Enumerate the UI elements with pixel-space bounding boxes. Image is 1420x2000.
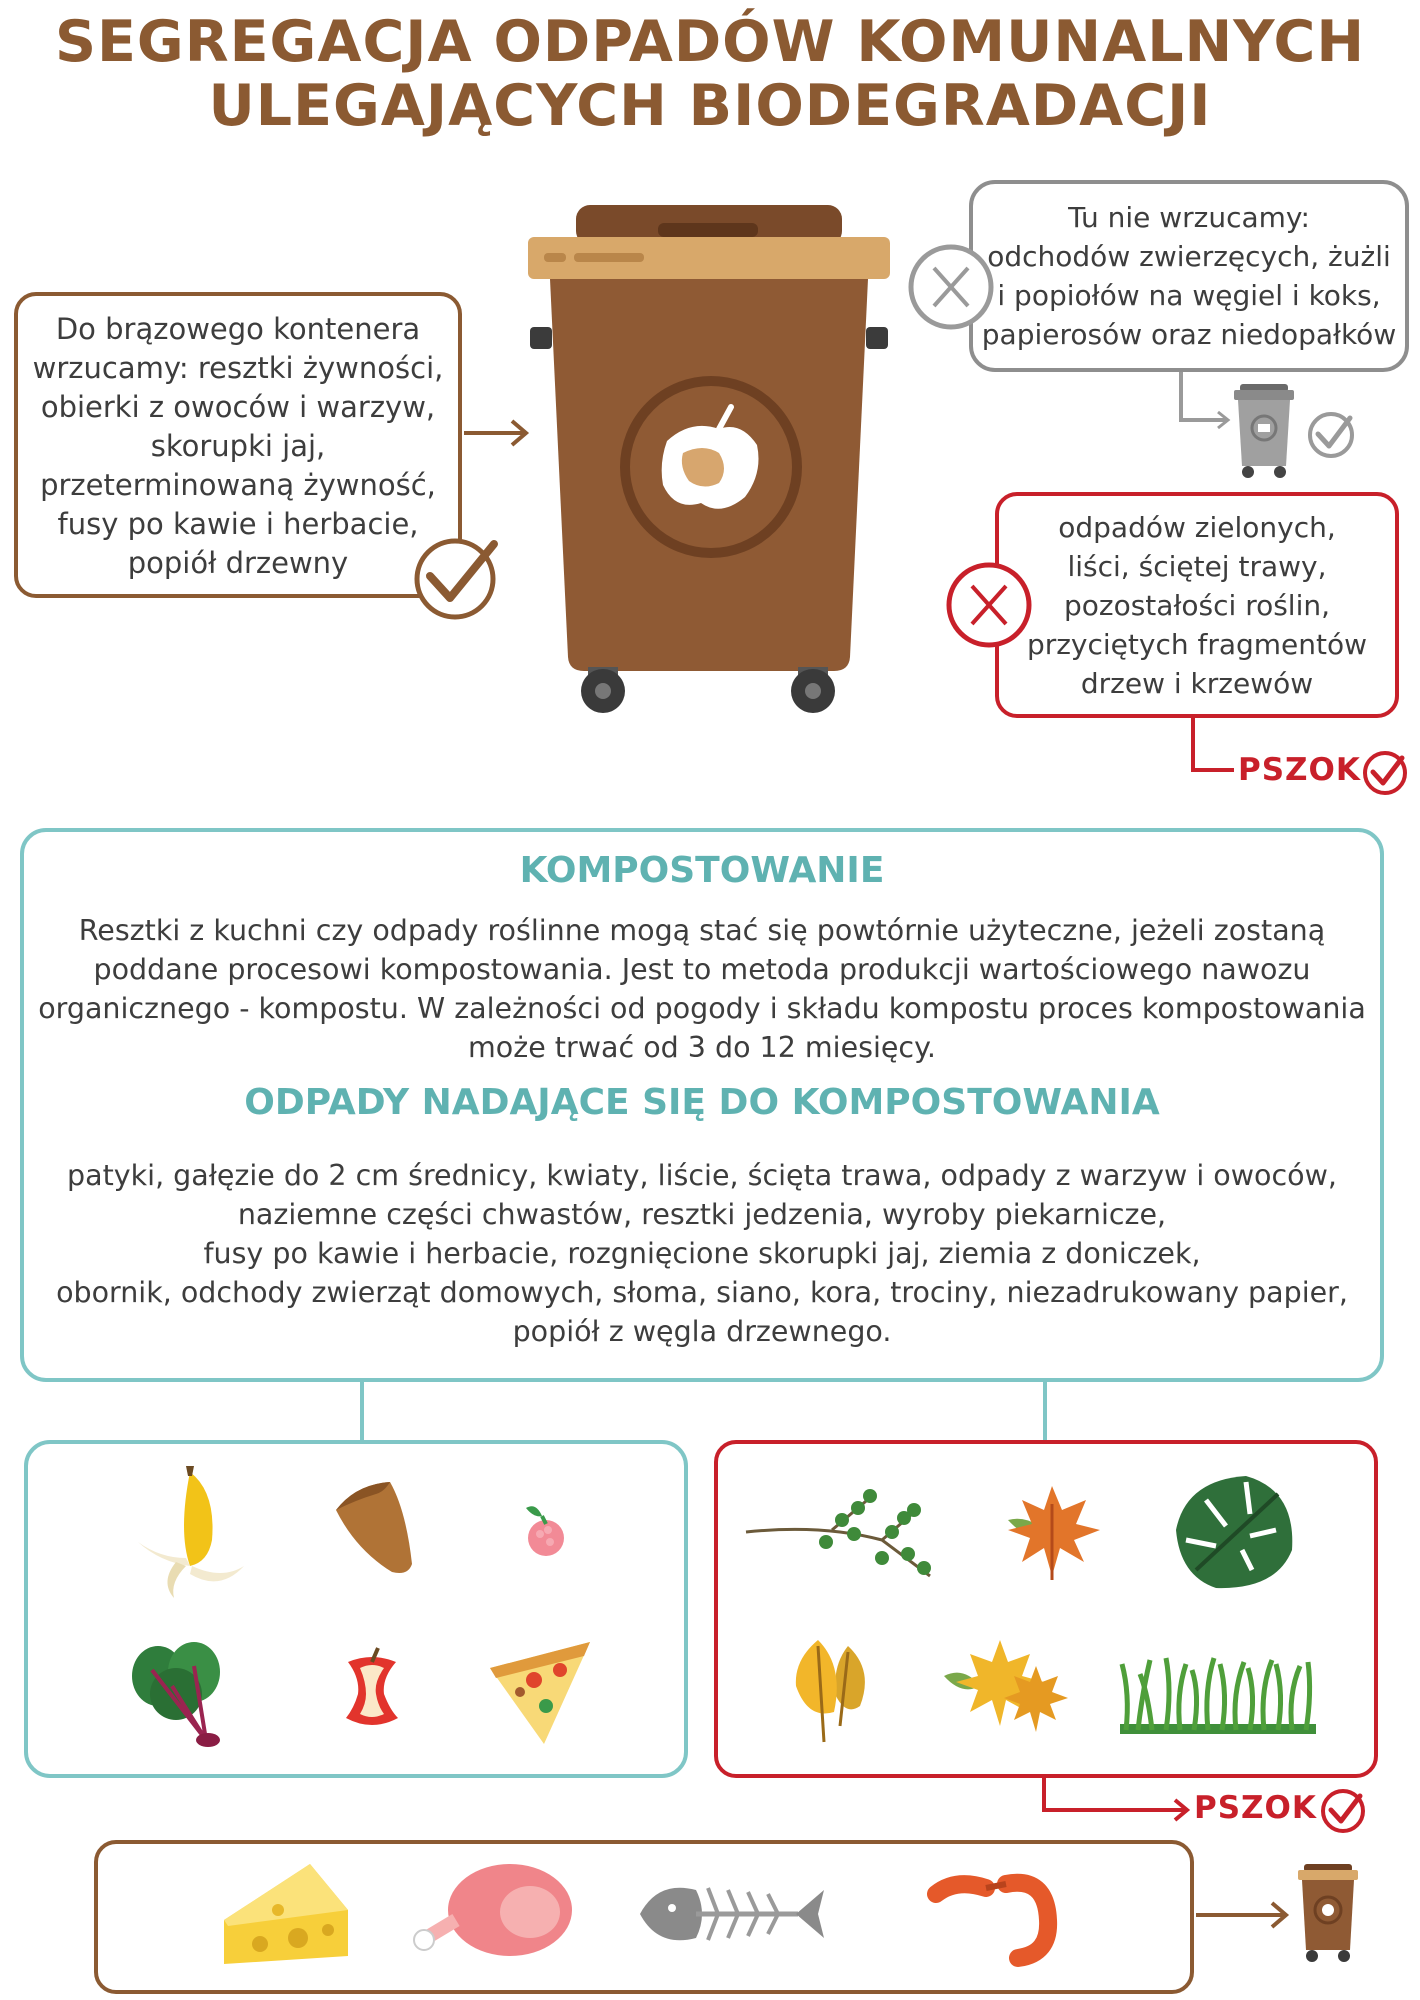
gray-mixed-bin-icon xyxy=(1232,384,1296,480)
green-waste-line: drzew i krzewów xyxy=(1080,667,1314,700)
green-waste-box xyxy=(995,492,1399,718)
title-line-2: ULEGAJĄCYCH BIODEGRADACJI xyxy=(208,73,1212,139)
green-waste-line: pozostałości roślin, xyxy=(1063,589,1331,622)
green-waste-line: przyciętych fragmentów xyxy=(1026,628,1368,661)
composting-line: organicznego - kompostu. W zależności od pogody i składu kompostu proces kompostowania xyxy=(38,992,1366,1025)
pszok-label-bottom: PSZOK xyxy=(1194,1790,1317,1826)
brown-bio-bin-icon xyxy=(528,205,890,715)
bread-icon xyxy=(326,1480,422,1580)
pszok-label-top: PSZOK xyxy=(1238,752,1361,788)
composting-line: może trwać od 3 do 12 miesięcy. xyxy=(468,1031,936,1064)
composting-paragraph xyxy=(20,911,1384,1067)
compostable-line: popiół z węgla drzewnego. xyxy=(512,1315,892,1348)
allowed-items-box xyxy=(14,292,462,598)
composting-line: Resztki z kuchni czy odpady roślinne mogą stać się powtórnie użyteczne, jeżeli zostaną xyxy=(78,914,1326,947)
red-check-circle-icon xyxy=(1320,1788,1366,1834)
sausages-icon xyxy=(926,1870,1066,1966)
banana-peel-icon xyxy=(130,1462,250,1602)
cheese-icon xyxy=(220,1860,352,1966)
compostable-line: naziemne części chwastów, resztki jedzenia, wyroby piekarnicze, xyxy=(237,1198,1167,1231)
not-allowed-box xyxy=(969,180,1409,372)
compostable-line: fusy po kawie i herbacie, rozgnięcione skorupki jaj, ziemia z doniczek, xyxy=(203,1237,1201,1270)
compostable-list xyxy=(20,1156,1384,1351)
gray-connector-line xyxy=(1178,372,1238,428)
compostable-heading: ODPADY NADAJĄCE SIĘ DO KOMPOSTOWANIA xyxy=(244,1082,1160,1123)
pizza-slice-icon xyxy=(484,1640,596,1748)
monstera-leaf-icon xyxy=(1166,1470,1302,1596)
red-arrow-line xyxy=(1041,1778,1191,1828)
yellow-leaves-icon xyxy=(788,1636,878,1746)
teal-connector-left xyxy=(360,1382,364,1442)
not-allowed-line: i popiołów na węgiel i koks, xyxy=(997,279,1381,312)
allowed-line: skorupki jaj, xyxy=(150,429,326,463)
composting-heading: KOMPOSTOWANIE xyxy=(519,850,885,891)
raspberry-icon xyxy=(516,1498,572,1562)
not-allowed-line: papierosów oraz niedopałków xyxy=(981,318,1397,351)
allowed-line: fusy po kawie i herbacie, xyxy=(57,507,419,541)
apple-core-icon xyxy=(336,1648,408,1730)
title-line-1: SEGREGACJA ODPADÓW KOMUNALNYCH xyxy=(54,9,1366,75)
teal-connector-right xyxy=(1043,1382,1047,1442)
arrow-right-icon xyxy=(464,418,532,448)
beet-leaves-icon xyxy=(122,1636,234,1748)
red-x-circle-icon xyxy=(946,562,1032,648)
compostable-line: obornik, odchody zwierząt domowych, słoma, siano, kora, trociny, niezadrukowany papier, xyxy=(56,1276,1348,1309)
compostable-line: patyki, gałęzie do 2 cm średnicy, kwiaty, liście, ścięta trawa, odpady z warzyw i owoców, xyxy=(67,1159,1337,1192)
autumn-leaf-icon xyxy=(1000,1484,1104,1584)
composting-line: poddane procesowi kompostowania. Jest to metoda produkcji wartościowego nawozu xyxy=(93,953,1311,986)
fish-bone-icon xyxy=(638,1876,828,1952)
gray-check-circle-icon xyxy=(1306,410,1356,460)
green-waste-line: liści, ściętej trawy, xyxy=(1067,550,1327,583)
grass-icon xyxy=(1120,1654,1316,1734)
branch-icon xyxy=(742,1484,934,1584)
not-allowed-line: odchodów zwierzęcych, żużli xyxy=(987,240,1391,273)
allowed-line: Do brązowego kontenera xyxy=(55,312,421,346)
check-circle-icon xyxy=(412,536,498,622)
green-waste-line: odpadów zielonych, xyxy=(1058,511,1336,544)
gray-x-circle-icon xyxy=(908,244,994,330)
allowed-line: popiół drzewny xyxy=(127,546,349,580)
allowed-line: wrzucamy: resztki żywności, xyxy=(32,351,444,385)
red-connector-line xyxy=(1190,718,1236,774)
allowed-line: przeterminowaną żywność, xyxy=(40,468,436,502)
small-brown-bin-icon xyxy=(1296,1864,1360,1964)
maple-leaves-icon xyxy=(940,1636,1070,1736)
arrow-right-icon xyxy=(1196,1900,1294,1930)
ham-icon xyxy=(412,1860,574,1964)
not-allowed-line: Tu nie wrzucamy: xyxy=(1068,201,1310,234)
allowed-line: obierki z owoców i warzyw, xyxy=(40,390,436,424)
red-check-circle-icon xyxy=(1362,750,1408,796)
